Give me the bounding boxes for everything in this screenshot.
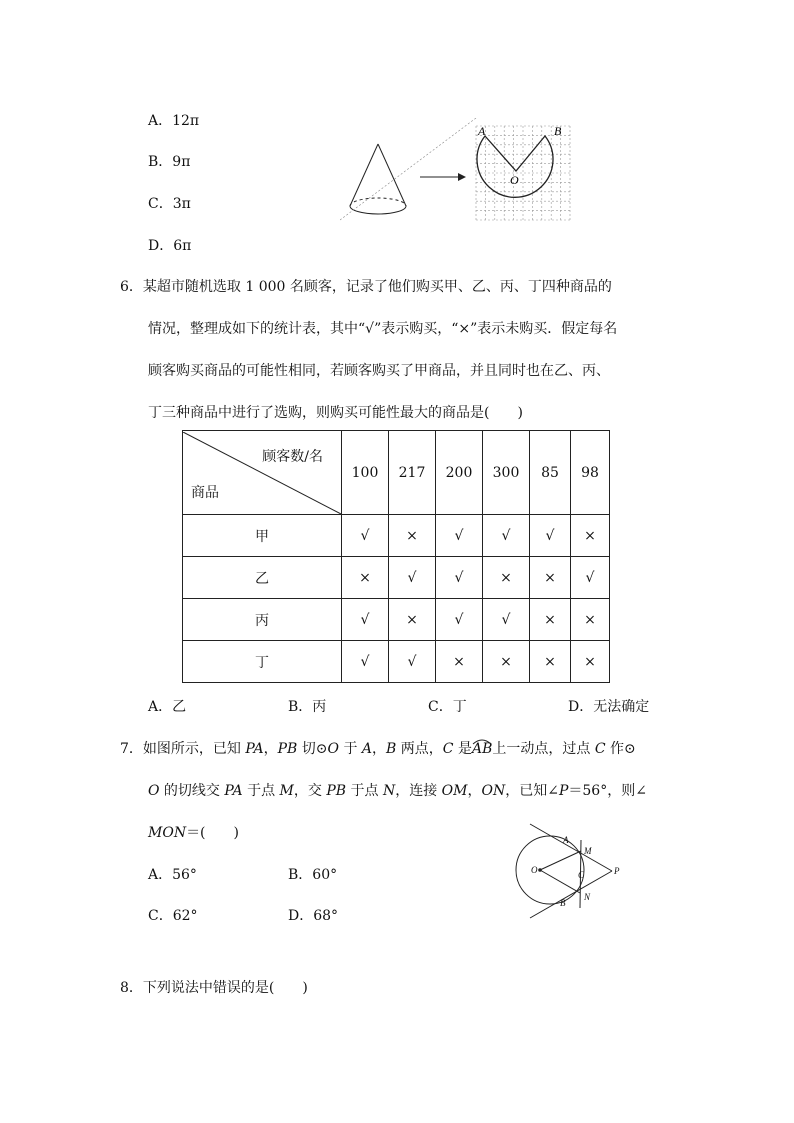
table-corner-header — [183, 431, 342, 515]
q6-option-a: A．乙 — [148, 699, 187, 715]
row-label: 乙 — [183, 557, 342, 599]
table-cell: √ — [342, 641, 389, 683]
statistics-table — [182, 430, 610, 683]
table-cell: √ — [436, 599, 483, 641]
q6-line-2: 情况，整理成如下的统计表，其中“√”表示购买，“×”表示未购买．假定每名 — [148, 321, 618, 337]
q6-line-4: 丁三种商品中进行了选购，则购买可能性最大的商品是( ) — [148, 405, 523, 421]
arrow-icon — [420, 173, 466, 181]
table-cell: × — [530, 599, 571, 641]
q5-option-b: B．9π — [148, 154, 191, 170]
label-o: O — [510, 173, 519, 187]
table-cell: × — [436, 641, 483, 683]
table-cell: × — [483, 557, 530, 599]
label-m: M — [584, 846, 592, 856]
table-cell: √ — [483, 515, 530, 557]
table-cell: √ — [342, 599, 389, 641]
table-row — [183, 557, 610, 599]
q7-line-1: 7．如图所示，已知 PA，PB 切⊙O 于 A，B 两点，C 是AB 上一动点，过点 C 作⊙ — [120, 741, 636, 757]
table-cell: √ — [389, 557, 436, 599]
label-b: B — [554, 124, 562, 138]
row-label: 甲 — [183, 515, 342, 557]
count-cell: 98 — [571, 431, 610, 515]
header-customers: 顾客数/名 — [262, 448, 323, 465]
row-label: 丁 — [183, 641, 342, 683]
tangent-pa — [530, 824, 612, 871]
q5-option-c: C．3π — [148, 196, 191, 212]
row-label: 丙 — [183, 599, 342, 641]
q7-option-a: A．56° — [148, 867, 197, 883]
header-goods: 商品 — [191, 484, 219, 501]
arc-ab: AB — [471, 741, 493, 757]
label-c: C — [578, 870, 585, 880]
q7-option-d: D．68° — [288, 908, 339, 924]
count-cell: 85 — [530, 431, 571, 515]
table-row — [183, 515, 610, 557]
count-cell: 100 — [342, 431, 389, 515]
q6-line-1: 6．某超市随机选取 1 000 名顾客，记录了他们购买甲、乙、丙、丁四种商品的 — [120, 279, 612, 295]
table-row — [183, 599, 610, 641]
table-cell: √ — [571, 557, 610, 599]
q7-figure — [500, 820, 640, 920]
label-o: O — [531, 865, 538, 875]
table-cell: × — [571, 641, 610, 683]
table-cell: × — [389, 515, 436, 557]
q5-option-d: D．6π — [148, 238, 192, 254]
table-cell: × — [530, 641, 571, 683]
grid-lines — [476, 126, 570, 220]
q6-line-3: 顾客购买商品的可能性相同，若顾客购买了甲商品，并且同时也在乙、丙、 — [148, 363, 610, 379]
table-cell: × — [571, 515, 610, 557]
q7-option-c: C．62° — [148, 908, 198, 924]
tangent-pb — [530, 871, 612, 918]
cone-diagram — [350, 144, 406, 214]
table-cell: × — [342, 557, 389, 599]
label-p: P — [614, 866, 620, 876]
q7-line-3: MON＝( ) — [148, 825, 239, 841]
q5-figure — [340, 118, 580, 228]
table-cell: × — [530, 557, 571, 599]
table-cell: × — [571, 599, 610, 641]
count-cell: 300 — [483, 431, 530, 515]
q8-line-1: 8．下列说法中错误的是( ) — [120, 980, 308, 996]
sector-grid — [340, 118, 476, 220]
circle-o — [516, 836, 584, 904]
label-n: N — [584, 892, 591, 902]
label-a: A — [478, 124, 486, 138]
table-cell: × — [483, 641, 530, 683]
label-b: B — [560, 898, 566, 908]
table-cell: √ — [342, 515, 389, 557]
count-cell: 217 — [389, 431, 436, 515]
table-cell: √ — [530, 515, 571, 557]
q7-option-b: B．60° — [288, 867, 338, 883]
table-row — [183, 641, 610, 683]
label-a: A — [563, 835, 569, 845]
table-cell: √ — [483, 599, 530, 641]
table-cell: √ — [436, 557, 483, 599]
q6-option-b: B．丙 — [288, 699, 327, 715]
table-cell: √ — [436, 515, 483, 557]
count-cell: 200 — [436, 431, 483, 515]
q6-option-c: C．丁 — [428, 699, 467, 715]
q6-option-d: D．无法确定 — [568, 699, 650, 715]
table-cell: √ — [389, 641, 436, 683]
q5-option-a: A．12π — [148, 113, 200, 129]
table-cell: × — [389, 599, 436, 641]
q7-line-2: O 的切线交 PA 于点 M，交 PB 于点 N，连接 OM，ON，已知∠P＝56°，则∠ — [148, 783, 647, 799]
